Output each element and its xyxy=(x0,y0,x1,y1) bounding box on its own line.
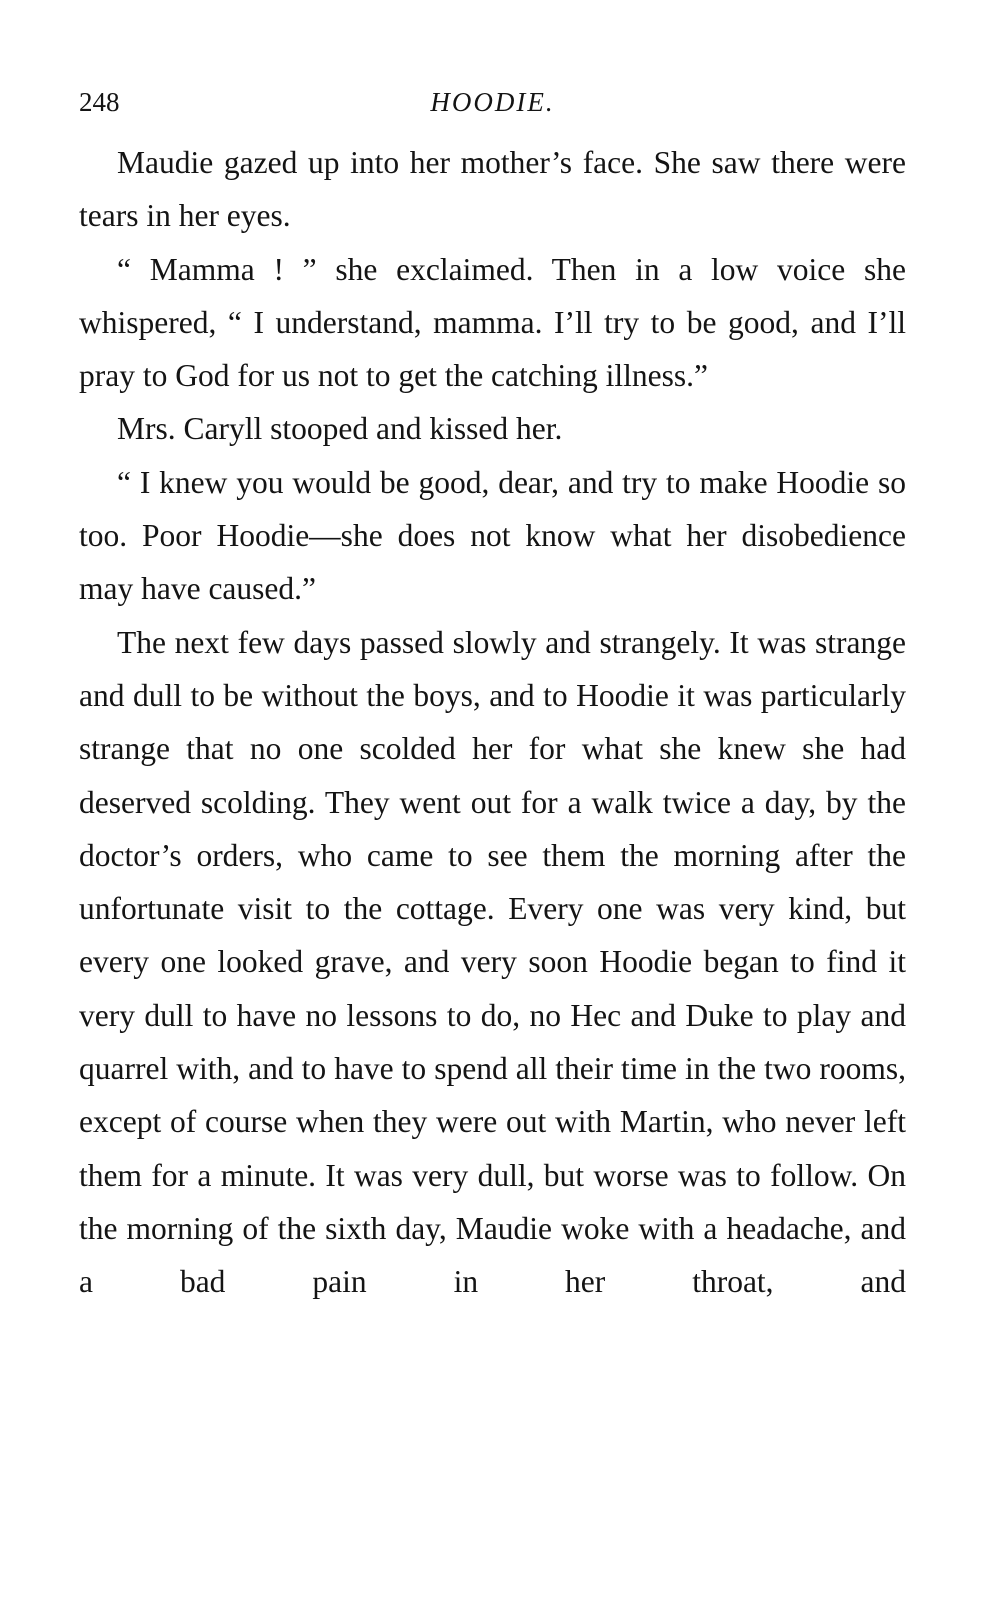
body-text xyxy=(79,136,906,1309)
paragraph: “ I knew you would be good, dear, and try to make Hoodie so too. Poor Hoodie—she does not know what her disobedience may have caused.” xyxy=(79,464,906,607)
paragraph: Maudie gazed up into her mother’s face. She saw there were tears in her eyes. xyxy=(79,145,906,234)
paragraph: “ Mamma ! ” she exclaimed. Then in a low voice she whispered, “ I understand, mamma. I’ll try to be good, and I’ll pray to God for us not to get the catching illness.” xyxy=(79,251,906,394)
running-title: HOODIE. xyxy=(430,87,555,117)
running-head xyxy=(79,84,906,120)
paragraph: Mrs. Caryll stooped and kissed her. xyxy=(117,411,563,447)
paragraph: The next few days passed slowly and strangely. It was strange and dull to be without the boys, and to Hoodie it was particularly strange that no one scolded her for what she knew she had deserved scolding. They went out for a walk twice a day, by the doctor’s orders, who came to see them the morning after the unfortunate visit to the cottage. Every one was very kind, but every one looked grave, and very soon Hoodie began to find it very dull to have no lessons to do, no Hec and Duke to play and quarrel with, and to have to spend all their time in the two rooms, except of course when they were out with Martin, who never left them for a minute. It was very dull, but worse was to follow. On the morning of the sixth day, Maudie woke with a headache, and a bad pain in her throat, and xyxy=(79,624,906,1300)
page-number: 248 xyxy=(79,87,120,117)
